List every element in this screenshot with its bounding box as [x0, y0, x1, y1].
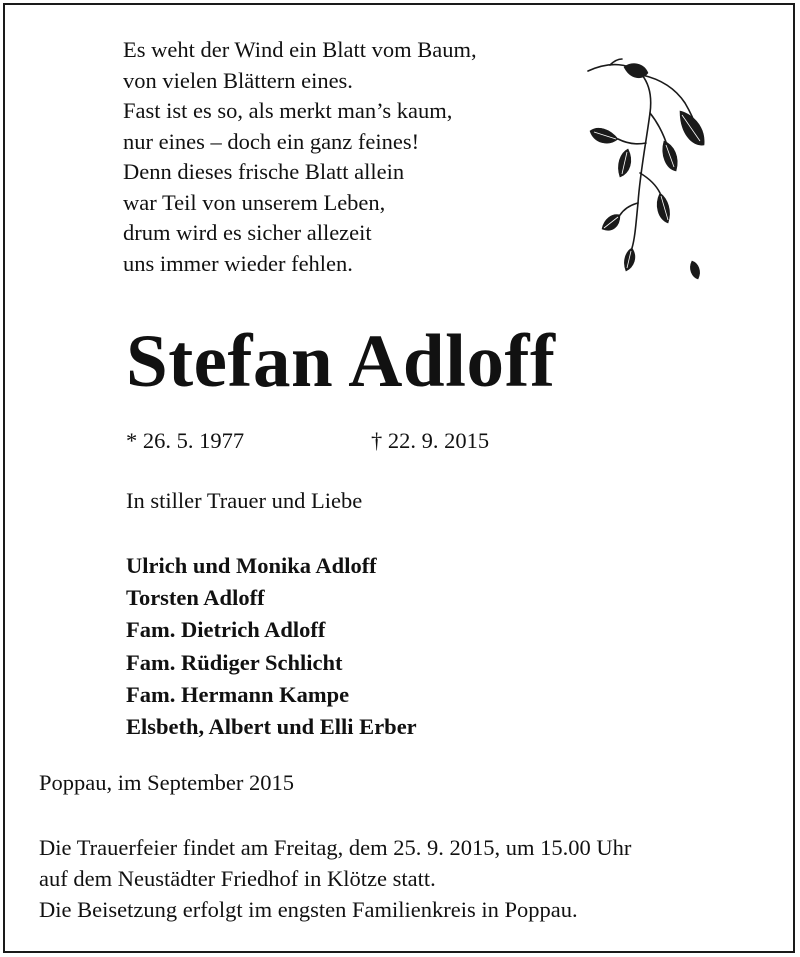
birch-branch-icon — [580, 53, 720, 293]
funeral-line: auf dem Neustädter Friedhof in Klötze statt. — [39, 866, 436, 891]
family-member: Ulrich und Monika Adloff — [126, 553, 377, 578]
family-member: Torsten Adloff — [126, 585, 265, 611]
deceased-name: Stefan Adloff — [126, 320, 556, 403]
poem-line: war Teil von unserem Leben, — [123, 189, 386, 215]
place-date: Poppau, im September 2015 — [39, 770, 294, 795]
poem-line: Fast ist es so, als merkt man’s kaum, — [123, 98, 453, 123]
funeral-line: Die Trauerfeier findet am Freitag, dem 25. 9. 2015, um 15.00 Uhr — [39, 835, 632, 860]
family-list — [126, 550, 417, 743]
family-member: Fam. Rüdiger Schlicht — [126, 649, 343, 675]
obituary-frame — [3, 3, 795, 953]
family-member: Elsbeth, Albert und Elli Erber — [126, 714, 417, 740]
poem-line: Es weht der Wind ein Blatt vom Baum, — [123, 37, 477, 62]
death-date: † 22. 9. 2015 — [371, 428, 490, 453]
mourning-line: In stiller Trauer und Liebe — [126, 488, 363, 513]
poem — [123, 35, 477, 279]
family-member: Fam. Dietrich Adloff — [126, 617, 326, 643]
birth-date: * 26. 5. 1977 — [126, 428, 245, 453]
poem-line: uns immer wieder fehlen. — [123, 250, 353, 276]
poem-line: von vielen Blättern eines. — [123, 67, 353, 93]
poem-line: nur eines – doch ein ganz feines! — [123, 128, 420, 154]
poem-line: Denn dieses frische Blatt allein — [123, 159, 405, 184]
funeral-line: Die Beisetzung erfolgt im engsten Familienkreis in Poppau. — [39, 897, 578, 922]
family-member: Fam. Hermann Kampe — [126, 681, 350, 707]
funeral-info — [39, 832, 631, 925]
poem-line: drum wird es sicher allezeit — [123, 220, 372, 245]
